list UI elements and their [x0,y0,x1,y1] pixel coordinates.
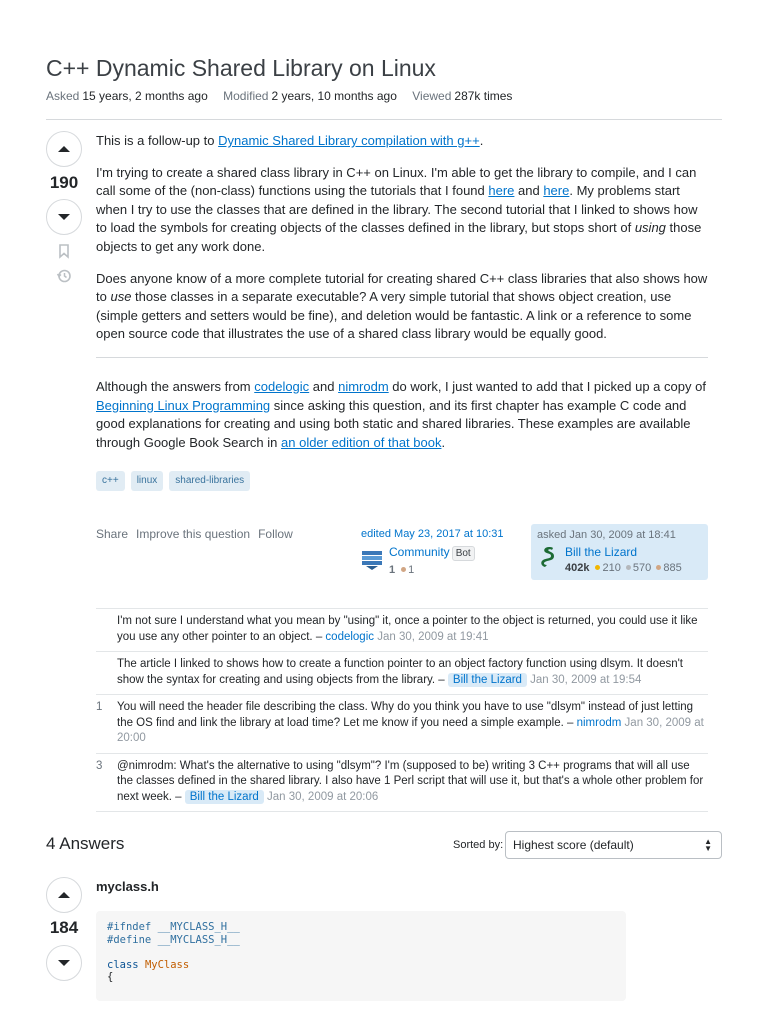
answer-downvote-button[interactable] [46,945,82,981]
history-icon[interactable] [56,268,72,284]
question-paragraph-1: This is a follow-up to Dynamic Shared Library compilation with g++. [96,133,484,148]
bronze-badge-icon [656,565,661,570]
comment-text: I'm not sure I understand what you mean by "using" it, once a pointer to the object is returned, you could use it like you use any other pointer to an object. – [117,615,698,643]
editor-reputation: 1 1 [389,564,415,576]
lizard-avatar-icon[interactable] [537,546,559,568]
comment-date[interactable]: Jan 30, 2009 at 19:54 [530,673,642,686]
followup-link[interactable]: Dynamic Shared Library compilation with g++ [218,133,480,148]
comment-score: 1 [96,701,103,713]
bot-badge: Bot [452,546,475,561]
improve-question-button[interactable]: Improve this question [136,527,251,541]
arrow-down-icon [56,955,72,971]
question-title[interactable]: C++ Dynamic Shared Library on Linux [46,55,436,81]
tag-linux[interactable]: linux [131,471,164,491]
viewed-value: 287k times [454,89,513,103]
question-body [96,132,708,465]
asker-reputation: 402k 210 570 885 [565,562,682,574]
question-paragraph-3: Does anyone know of a more complete tutorial for creating shared C++ class libraries that also shows how to use those classes in a separate executable? A very simple tutorial that shows object creation, use (simple getters and setters would be fine), and deletion would be fantastic. A link or a reference to some open source code that illustrates the use of a shared class library would be equally good. [96,270,708,342]
tutorial-link-1[interactable]: here [488,183,515,199]
tag-list [96,471,250,491]
codelogic-link[interactable]: codelogic [254,378,310,394]
question-upvote-button[interactable] [46,131,82,167]
asked-value: 15 years, 2 months ago [82,89,208,103]
community-avatar-icon[interactable] [361,549,383,571]
arrow-up-icon [56,887,72,903]
answer-upvote-button[interactable] [46,877,82,913]
asked-time: asked Jan 30, 2009 at 18:41 [537,529,676,541]
comment-list [96,608,708,812]
comment-user[interactable]: Bill the Lizard [185,790,264,804]
comment-date[interactable]: Jan 30, 2009 at 20:06 [267,790,379,803]
modified-value[interactable]: 2 years, 10 months ago [271,89,397,103]
tutorial-link-2[interactable]: here [543,183,570,199]
comment-text: You will need the header file describing the class. Why do you think you have to use "dlsym" instead of just letting the OS find and link the library at load time? Let me know if you need a simple example. – [117,701,694,729]
comment-score [96,657,117,688]
comment-date[interactable]: Jan 30, 2009 at 20:00 [117,716,704,744]
nimrodm-link[interactable]: nimrodm [338,378,389,394]
post-menu [96,527,293,541]
answers-count: 4 Answers [46,834,125,853]
comment-date[interactable]: Jan 30, 2009 at 19:41 [377,630,489,643]
viewed-label: Viewed [412,89,452,103]
header-divider [46,119,722,120]
code-block: #ifndef __MYCLASS_H__ #define __MYCLASS_H__ class MyClass { [96,911,626,1001]
tag-cpp[interactable]: c++ [96,471,125,491]
silver-badge-icon [626,565,631,570]
follow-button[interactable]: Follow [258,527,293,541]
asked-label: Asked [46,89,80,103]
sort-select[interactable] [505,831,722,859]
modified-label: Modified [223,89,269,103]
tag-shared-libraries[interactable]: shared-libraries [169,471,250,491]
sorted-by-label: Sorted by: [453,839,504,851]
question-downvote-button[interactable] [46,199,82,235]
editor-name[interactable]: Community [389,545,450,559]
asker-name[interactable]: Bill the Lizard [565,545,638,559]
comment-text: @nimrodm: What's the alternative to using "dlsym"? I'm (supposed to be) writing 3 C++ programs that will all use the classes defined in the shared library. I also have 1 Perl script that will use it, but that's a whole other problem for next week. – [117,759,704,803]
body-divider [96,357,708,358]
comment-score [96,614,117,645]
arrow-down-icon [56,209,72,225]
bookmark-icon[interactable] [56,243,72,259]
question-meta [46,89,524,103]
question-paragraph-4: Although the answers from codelogic and nimrodm do work, I just wanted to add that I picked up a copy of Beginning Linux Programming since asking this question, and its first chapter has example C code and good explanations for creating and using both static and shared libraries. These examples are available through Google Book Search in an older edition of that book. [96,378,706,450]
question-paragraph-2: I'm trying to create a shared class library in C++ on Linux. I'm able to get the library to compile, and I can call some of the (non-class) functions using the tutorials that I found here and here. My problems start when I try to use the classes that are defined in the library. The second tutorial that I linked to shows how to load the symbols for creating objects of the classes defined in the library, but stops short of using those objects to get any work done. [96,164,702,254]
book-link[interactable]: Beginning Linux Programming [96,397,271,413]
comment [96,652,708,695]
edited-time[interactable]: edited May 23, 2017 at 10:31 [361,528,504,540]
share-button[interactable]: Share [96,527,129,541]
comment [96,609,708,652]
asked-card [531,524,708,580]
edited-card [361,528,521,576]
answer-heading: myclass.h [96,879,159,894]
comment-user[interactable]: nimrodm [576,716,622,729]
comment-user[interactable]: Bill the Lizard [448,673,527,687]
answer-score: 184 [49,918,79,937]
comment [96,754,708,813]
arrow-up-icon [56,141,72,157]
select-arrows-icon: ▲ ▼ [704,837,712,853]
gold-badge-icon [595,565,600,570]
bronze-badge-icon [401,567,406,572]
comment [96,695,708,754]
comment-user[interactable]: codelogic [325,630,375,643]
question-score: 190 [49,173,79,192]
comment-text: The article I linked to shows how to create a function pointer to an object factory function using dlsym. It doesn't show the syntax for creating and using objects from the library. – [117,658,683,686]
sort-select-value: Highest score (default) [513,838,634,852]
older-edition-link[interactable]: an older edition of that book [281,434,442,450]
comment-score: 3 [96,759,103,772]
